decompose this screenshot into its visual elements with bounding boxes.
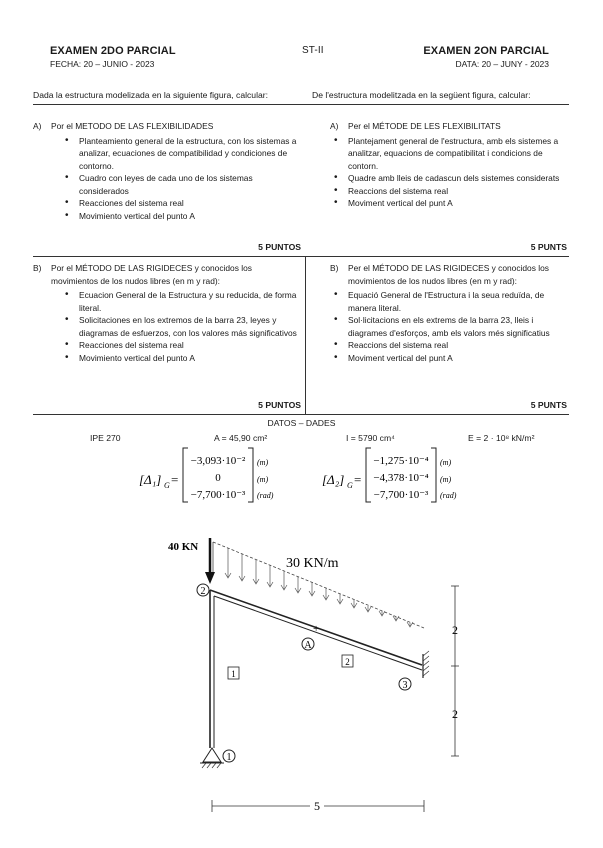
section-a-ca-title: Per el MÉTODE DE LES FLEXIBILITATS [348,121,501,131]
point-a-label: A [304,640,312,651]
section-b-column-divider [305,256,306,414]
hatch-line [202,763,206,768]
hatch-line [217,763,221,768]
header-left-title: EXAMEN 2DO PARCIAL [50,45,176,57]
section-b-ca-label: B) [330,263,339,273]
load-arrow [267,565,273,587]
section-a-ca-item: • Moviment vertical del punt A [348,197,570,210]
fixed-support-hatch [423,651,429,676]
delta2-bracket-left [366,448,371,502]
hatch-line [423,656,429,661]
datos-area: A = 45,90 cm² [214,433,268,443]
pin-support-triangle [203,748,221,762]
intro-es: Dada la estructura modelizada en la siguiente figura, calcular: [33,90,269,100]
delta2-unit: (rad) [440,491,457,500]
point-load-arrow-head [205,572,215,584]
section-a-divider [33,256,569,257]
delta2-value: −7,700·10⁻³ [373,489,429,501]
section-a-es-item: • Cuadro con leyes de cada uno de los sistemas considerados [79,172,303,197]
section-b-es [33,262,303,364]
section-a-ca-label: A) [330,121,339,131]
dist-load-label: 30 KN/m [286,556,339,571]
hatch-line [212,763,216,768]
section-a-es-item: • Reacciones del sistema real [79,197,303,210]
section-a-es-item: • Planteamiento general de la estructura, con los sistemas a analizar, ecuaciones de compatibilidad y condiciones de contorno. [79,135,303,173]
section-b-ca-head [330,262,570,287]
node-3-label: 3 [402,680,408,691]
hatch-line [423,666,429,671]
delta1-unit: (rad) [257,491,274,500]
delta1-label: [Δ₁] [139,472,162,487]
delta2-label: [Δ₂] [322,472,345,487]
section-b-es-item: • Ecuacion General de la Estructura y su reducida, de forma literal. [79,289,303,314]
bar-1-label: 1 [231,669,236,679]
section-b-es-title: Por el MÉTODO DE LAS RIGIDECES y conocidos los movimientos de los nudos libres (en m y rad): [51,263,252,286]
dist-load-envelope [213,542,424,628]
section-a-es-item: • Movimiento vertical del punto A [79,210,303,223]
section-a-es-label: A) [33,121,42,131]
header-right-date: DATA: 20 – JUNY - 2023 [455,59,549,69]
load-arrow [379,611,385,616]
section-a-ca-item: • Reaccions del sistema real [348,185,570,198]
dim-lower-label: 2 [452,707,458,721]
delta1-unit: (m) [257,458,269,467]
hatch-line [423,671,429,676]
load-arrow [239,554,245,581]
load-arrow [337,594,343,604]
datos-title: DATOS – DADES [267,418,336,428]
section-b-ca-points: 5 PUNTS [530,400,567,410]
hatch-line [207,763,211,768]
intro-divider [33,104,569,105]
delta2-bracket-right [431,448,436,502]
delta1-unit: (m) [257,475,269,484]
delta1-value: −3,093·10⁻² [190,455,246,467]
delta1-bracket-left [183,448,188,502]
displacement-matrices [0,440,603,510]
section-b-ca-item: • Moviment vertical del punt A [348,352,570,365]
section-b-ca [330,262,570,364]
dim-upper-label: 2 [452,623,458,637]
section-a-ca-item: • Quadre amb lleis de cadascun dels sistemes considerats [348,172,570,185]
node-1-label: 1 [226,752,232,763]
load-arrow [253,560,259,584]
section-a-ca-item: • Plantejament general de l'estructura, amb els sistemes a analitzar, equacions de compatibilitat i condicions de contorn. [348,135,570,173]
delta1-bracket-right [248,448,253,502]
node-2-label: 2 [200,586,206,597]
load-arrow [225,548,231,578]
section-b-es-item: • Reacciones del sistema real [79,339,303,352]
delta2-equals: = [354,472,362,487]
bar-2-label: 2 [345,657,350,667]
pin-support-hatch [202,763,221,768]
datos-modulus: E = 2 · 10⁸ kN/m² [468,433,535,443]
structure-figure [0,520,603,840]
delta1-value: 0 [215,472,221,484]
section-b-ca-item: • Sol·licitacions en els extrems de la barra 23, lleis i diagrames d'esforços, amb els valors més significatius [348,314,570,339]
section-b-es-head [33,262,303,287]
section-b-divider [33,414,569,415]
section-b-es-item: • Movimiento vertical del punto A [79,352,303,365]
delta2-value: −1,275·10⁻⁴ [373,455,429,467]
section-b-ca-item: • Equació General de l'Estructura i la seua reduïda, de manera literal. [348,289,570,314]
section-a-es-title: Por el METODO DE LAS FLEXIBILIDADES [51,121,214,131]
section-b-ca-item: • Reaccions del sistema real [348,339,570,352]
dim-horizontal-label: 5 [314,799,320,813]
load-arrow [281,571,287,590]
section-b-ca-title: Per el MÉTODO DE LAS RIGIDECES y conocidos los movimientos de los nudos libres (en m y rad): [348,263,549,286]
load-arrow [365,606,371,612]
header-left-date: FECHA: 20 – JUNIO - 2023 [50,59,155,69]
header-center-code: ST-II [302,45,324,56]
load-arrow [295,577,301,593]
delta2-value: −4,378·10⁻⁴ [373,472,429,484]
load-arrow [351,600,357,608]
delta1-equals: = [171,472,179,487]
intro-ca: De l'estructura modelitzada en la següent figura, calcular: [312,90,531,100]
hatch-line [423,651,429,656]
section-b-es-points: 5 PUNTOS [258,400,301,410]
section-a-es-points: 5 PUNTOS [258,242,301,252]
point-load-label: 40 KN [168,541,199,553]
datos-inertia: I = 5790 cm⁴ [346,433,395,443]
delta1-subscript: G [164,481,170,490]
hatch-line [423,661,429,666]
delta1-value: −7,700·10⁻³ [190,489,246,501]
header-right-title: EXAMEN 2ON PARCIAL [423,45,549,57]
datos-profile: IPE 270 [90,433,121,443]
section-b-es-item: • Solicitaciones en los extremos de la barra 23, leyes y diagramas de esfuerzos, con los valores más significativos [79,314,303,339]
point-a-plus: + [313,623,320,635]
section-a-ca-points: 5 PUNTS [530,242,567,252]
section-a-es-head [33,120,303,133]
section-a-ca-head [330,120,570,133]
delta2-unit: (m) [440,475,452,484]
section-a-es [33,120,303,222]
load-arrow [309,582,315,596]
delta2-unit: (m) [440,458,452,467]
delta2-subscript: G [347,481,353,490]
load-arrow [323,588,329,600]
load-arrow [407,622,413,627]
section-b-es-label: B) [33,263,42,273]
section-a-ca [330,120,570,210]
